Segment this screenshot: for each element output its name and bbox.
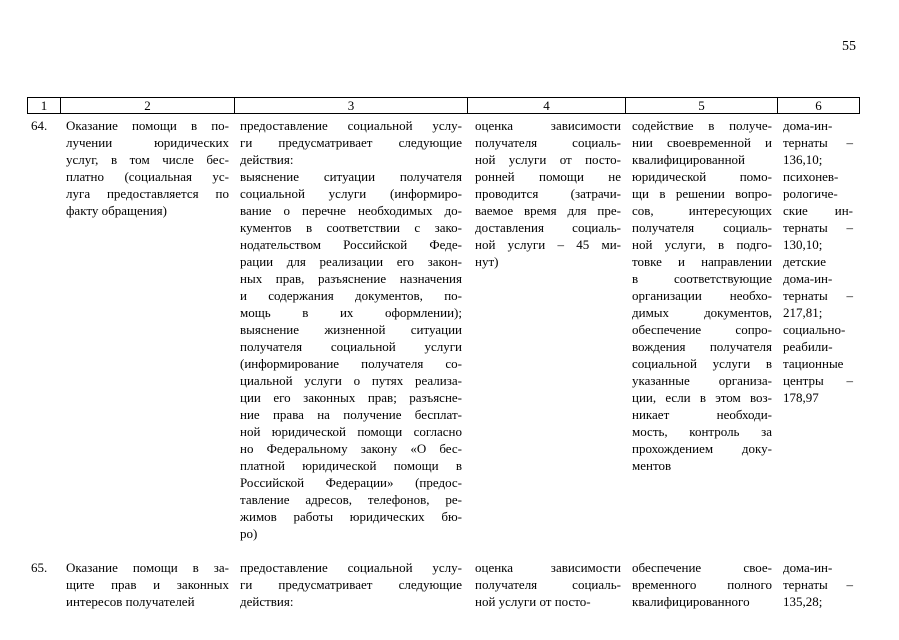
text-line: жимов работы юридических бю- [240,509,462,524]
text-line: димых документов, [632,305,772,320]
text-line: ские ин- [783,203,853,218]
cell-col-5 [632,117,772,474]
text-line: дома-ин- [783,560,833,575]
text-line: ги предусматривает следующие [240,577,462,592]
text-line: юридической помо- [632,169,772,184]
text-line: оценка зависимости [475,118,621,133]
text-line: циальной услуги о путях реализа- [240,373,462,388]
text-line: услуг, в том числе бес- [66,152,229,167]
text-line: Оказание помощи в за- [66,560,229,575]
text-line: ваемое время для пре- [475,203,621,218]
text-line: и содержания документов, по- [240,288,462,303]
header-cell-2: 2 [61,97,235,114]
text-line: 130,10; [783,237,823,252]
text-line: социальной услуги в [632,356,772,371]
cell-col-6 [783,559,853,610]
text-line: никает необходи- [632,407,772,422]
text-line: действия: [240,594,294,609]
cell-col-4 [475,117,621,270]
text-line: действия: [240,152,294,167]
text-line: платно (социальная ус- [66,169,229,184]
text-line: получателя социаль- [475,577,621,592]
text-line: организации необхо- [632,288,772,303]
header-cell-4: 4 [468,97,626,114]
text-line: предоставление социальной услу- [240,118,462,133]
text-line: ной услуги – 45 ми- [475,237,621,252]
text-line: выяснение жизненной ситуации [240,322,462,337]
text-line: тационные [783,356,844,371]
cell-col-2 [66,117,229,219]
text-line: квалифицированной [632,152,746,167]
text-line: ронней помощи не [475,169,621,184]
cell-col-3 [240,559,462,610]
text-line: (информирование получателя со- [240,356,462,371]
text-line: ции, если в этом воз- [632,390,772,405]
text-line: дома-ин- [783,118,833,133]
text-line: тернаты – [783,288,853,303]
text-line: получателя социаль- [475,135,621,150]
cell-col-3 [240,117,462,542]
text-line: луга предоставляется по [66,186,229,201]
text-line: 178,97 [783,390,819,405]
header-cell-5: 5 [626,97,778,114]
row-number: 64. [31,118,48,133]
text-line: обеспечение свое- [632,560,772,575]
text-line: обеспечение сопро- [632,322,772,337]
text-line: выяснение ситуации получателя [240,169,462,184]
text-line: тернаты – [783,577,853,592]
text-line: платной юридической помощи в [240,458,462,473]
text-line: детские [783,254,827,269]
text-line: социальной услуги (информиро- [240,186,462,201]
header-cell-6: 6 [778,97,860,114]
text-line: нут) [475,254,499,269]
text-line: оценка зависимости [475,560,621,575]
text-line: получателя социальной услуги [240,339,462,354]
text-line: ги предусматривает следующие [240,135,462,150]
cell-col-4 [475,559,621,610]
text-line: ной услуги от посто- [475,152,621,167]
text-line: дома-ин- [783,271,833,286]
text-line: ние права на получение бесплат- [240,407,462,422]
text-line: тернаты – [783,220,853,235]
text-line: ции его законных прав; разъясне- [240,390,462,405]
text-line: доставления социаль- [475,220,621,235]
text-line: мощь в их оформлении); [240,305,462,320]
text-line: факту обращения) [66,203,167,218]
text-line: квалифицированного [632,594,750,609]
text-line: ной юридической помощи согласно [240,424,462,439]
text-line: сов, интересующих [632,203,772,218]
text-line: вание о перечне необходимых до- [240,203,462,218]
text-line: прохождением доку- [632,441,772,456]
text-line: ной услуги от посто- [475,594,591,609]
text-line: Российской Федерации» (предос- [240,475,462,490]
text-line: тернаты – [783,135,853,150]
text-line: лучении юридических [66,135,229,150]
text-line: нии своевременной и [632,135,772,150]
text-line: вождения получателя [632,339,772,354]
text-line: социально- [783,322,846,337]
text-line: рации для реализации его закон- [240,254,462,269]
text-line: ных прав, разъяснение назначения [240,271,462,286]
header-cell-3: 3 [235,97,468,114]
text-line: проводится (затрачи- [475,186,621,201]
text-line: 135,28; [783,594,823,609]
text-line: психонев- [783,169,839,184]
cell-col-2 [66,559,229,610]
text-line: товке и направлении [632,254,772,269]
cell-col-6 [783,117,853,406]
text-line: центры – [783,373,853,388]
text-line: нодательством Российской Феде- [240,237,462,252]
text-line: интересов получателей [66,594,195,609]
text-line: щи в решении вопро- [632,186,772,201]
text-line: указанные организа- [632,373,772,388]
text-line: ментов [632,458,672,473]
text-line: 136,10; [783,152,823,167]
text-line: Оказание помощи в по- [66,118,229,133]
text-line: кументов в соответствии с зако- [240,220,462,235]
text-line: в соответствующие [632,271,772,286]
cell-col-5 [632,559,772,610]
text-line: ро) [240,526,258,541]
text-line: но Федеральному закону «О бес- [240,441,462,456]
row-number: 65. [31,560,48,575]
text-line: щите прав и законных [66,577,229,592]
text-line: рологиче- [783,186,838,201]
header-cell-1: 1 [27,97,61,114]
text-line: получателя социаль- [632,220,772,235]
text-line: реабили- [783,339,833,354]
page-number: 55 [842,39,856,54]
text-line: предоставление социальной услу- [240,560,462,575]
text-line: 217,81; [783,305,823,320]
text-line: содействие в получе- [632,118,772,133]
text-line: тавление адресов, телефонов, ре- [240,492,462,507]
text-line: мость, контроль за [632,424,772,439]
text-line: временного полного [632,577,772,592]
text-line: ной услуги, в подго- [632,237,772,252]
